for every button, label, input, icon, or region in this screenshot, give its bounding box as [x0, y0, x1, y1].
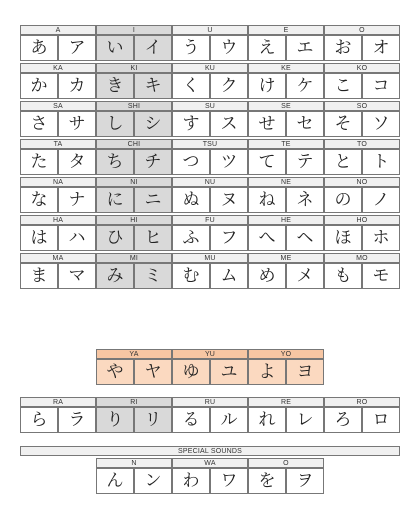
syllable-header-row0-3: E: [248, 25, 324, 35]
katakana-cell-row1-3: ケ: [286, 73, 324, 99]
hiragana-cell-row4-4: の: [324, 187, 362, 213]
katakana-cell-row6-1: ミ: [134, 263, 172, 289]
syllable-header-row4-2: NU: [172, 177, 248, 187]
syllable-header-row4-4: NO: [324, 177, 400, 187]
hiragana-cell-row2-0: さ: [20, 111, 58, 137]
syllable-header-row0-2: U: [172, 25, 248, 35]
syllable-header-special-0: N: [96, 458, 172, 468]
syllable-header-row3-4: TO: [324, 139, 400, 149]
syllable-header-row2-3: SE: [248, 101, 324, 111]
hiragana-cell-row0-1: い: [96, 35, 134, 61]
hiragana-cell-row3-1: ち: [96, 149, 134, 175]
syllable-header-r-4: RO: [324, 397, 400, 407]
hiragana-cell-row3-2: つ: [172, 149, 210, 175]
katakana-cell-row6-3: メ: [286, 263, 324, 289]
hiragana-cell-row1-4: こ: [324, 73, 362, 99]
syllable-header-row3-1: CHI: [96, 139, 172, 149]
katakana-cell-row3-0: タ: [58, 149, 96, 175]
syllable-header-r-3: RE: [248, 397, 324, 407]
katakana-cell-y-1: ユ: [210, 359, 248, 385]
hiragana-cell-row6-0: ま: [20, 263, 58, 289]
hiragana-cell-row2-2: す: [172, 111, 210, 137]
katakana-cell-row2-1: シ: [134, 111, 172, 137]
syllable-header-row1-3: KE: [248, 63, 324, 73]
hiragana-cell-r-3: れ: [248, 407, 286, 433]
hiragana-cell-row5-3: へ: [248, 225, 286, 251]
katakana-cell-r-4: ロ: [362, 407, 400, 433]
syllable-header-row6-3: ME: [248, 253, 324, 263]
hiragana-cell-row4-0: な: [20, 187, 58, 213]
syllable-header-row3-0: TA: [20, 139, 96, 149]
syllable-header-row1-1: KI: [96, 63, 172, 73]
hiragana-cell-row3-0: た: [20, 149, 58, 175]
syllable-header-row4-1: NI: [96, 177, 172, 187]
syllable-header-special-1: WA: [172, 458, 248, 468]
hiragana-cell-y-0: や: [96, 359, 134, 385]
hiragana-cell-row0-4: お: [324, 35, 362, 61]
syllable-header-row2-1: SHI: [96, 101, 172, 111]
katakana-cell-row0-1: イ: [134, 35, 172, 61]
hiragana-cell-row0-0: あ: [20, 35, 58, 61]
hiragana-cell-y-2: よ: [248, 359, 286, 385]
katakana-cell-row4-0: ナ: [58, 187, 96, 213]
syllable-header-row3-2: TSU: [172, 139, 248, 149]
hiragana-cell-special-2: を: [248, 468, 286, 494]
syllable-header-row1-4: KO: [324, 63, 400, 73]
syllable-header-r-2: RU: [172, 397, 248, 407]
katakana-cell-row5-1: ヒ: [134, 225, 172, 251]
hiragana-cell-row2-1: し: [96, 111, 134, 137]
katakana-cell-row4-4: ノ: [362, 187, 400, 213]
katakana-cell-row2-4: ソ: [362, 111, 400, 137]
hiragana-cell-row6-1: み: [96, 263, 134, 289]
hiragana-cell-row5-1: ひ: [96, 225, 134, 251]
hiragana-cell-row1-1: き: [96, 73, 134, 99]
katakana-cell-row3-4: ト: [362, 149, 400, 175]
hiragana-cell-row6-3: め: [248, 263, 286, 289]
hiragana-cell-y-1: ゆ: [172, 359, 210, 385]
katakana-cell-y-2: ヨ: [286, 359, 324, 385]
syllable-header-row0-1: I: [96, 25, 172, 35]
hiragana-cell-row5-4: ほ: [324, 225, 362, 251]
special-sounds-title: SPECIAL SOUNDS: [20, 446, 400, 456]
katakana-cell-special-2: ヲ: [286, 468, 324, 494]
katakana-cell-row4-2: ヌ: [210, 187, 248, 213]
katakana-cell-row4-3: ネ: [286, 187, 324, 213]
syllable-header-row4-0: NA: [20, 177, 96, 187]
syllable-header-row2-4: SO: [324, 101, 400, 111]
katakana-cell-row1-1: キ: [134, 73, 172, 99]
katakana-cell-row2-3: セ: [286, 111, 324, 137]
katakana-cell-row3-2: ツ: [210, 149, 248, 175]
katakana-cell-row1-2: ク: [210, 73, 248, 99]
hiragana-cell-row0-3: え: [248, 35, 286, 61]
hiragana-cell-row1-2: く: [172, 73, 210, 99]
katakana-cell-row5-0: ハ: [58, 225, 96, 251]
syllable-header-row5-2: FU: [172, 215, 248, 225]
hiragana-cell-row0-2: う: [172, 35, 210, 61]
hiragana-cell-row5-0: は: [20, 225, 58, 251]
katakana-cell-r-3: レ: [286, 407, 324, 433]
syllable-header-row1-0: KA: [20, 63, 96, 73]
katakana-cell-row0-3: エ: [286, 35, 324, 61]
katakana-cell-row5-2: フ: [210, 225, 248, 251]
katakana-cell-special-0: ン: [134, 468, 172, 494]
syllable-header-row6-0: MA: [20, 253, 96, 263]
syllable-header-row6-4: MO: [324, 253, 400, 263]
hiragana-cell-r-4: ろ: [324, 407, 362, 433]
syllable-header-row4-3: NE: [248, 177, 324, 187]
hiragana-cell-row6-4: も: [324, 263, 362, 289]
katakana-cell-row1-4: コ: [362, 73, 400, 99]
katakana-cell-row1-0: カ: [58, 73, 96, 99]
katakana-cell-row0-4: オ: [362, 35, 400, 61]
katakana-cell-row2-2: ス: [210, 111, 248, 137]
syllable-header-row6-1: MI: [96, 253, 172, 263]
katakana-cell-special-1: ワ: [210, 468, 248, 494]
katakana-cell-row0-2: ウ: [210, 35, 248, 61]
katakana-cell-row5-3: ヘ: [286, 225, 324, 251]
syllable-header-y-0: YA: [96, 349, 172, 359]
hiragana-cell-row1-3: け: [248, 73, 286, 99]
katakana-cell-r-0: ラ: [58, 407, 96, 433]
syllable-header-row3-3: TE: [248, 139, 324, 149]
syllable-header-r-1: RI: [96, 397, 172, 407]
katakana-cell-row6-2: ム: [210, 263, 248, 289]
hiragana-cell-r-2: る: [172, 407, 210, 433]
katakana-cell-row0-0: ア: [58, 35, 96, 61]
katakana-cell-row6-0: マ: [58, 263, 96, 289]
katakana-cell-row2-0: サ: [58, 111, 96, 137]
katakana-cell-row4-1: ニ: [134, 187, 172, 213]
syllable-header-row5-3: HE: [248, 215, 324, 225]
hiragana-cell-r-1: り: [96, 407, 134, 433]
hiragana-cell-row4-1: に: [96, 187, 134, 213]
hiragana-cell-row2-3: せ: [248, 111, 286, 137]
hiragana-cell-row5-2: ふ: [172, 225, 210, 251]
syllable-header-r-0: RA: [20, 397, 96, 407]
katakana-cell-r-2: ル: [210, 407, 248, 433]
syllable-header-row6-2: MU: [172, 253, 248, 263]
hiragana-cell-row1-0: か: [20, 73, 58, 99]
katakana-cell-y-0: ヤ: [134, 359, 172, 385]
hiragana-cell-row4-2: ぬ: [172, 187, 210, 213]
syllable-header-row1-2: KU: [172, 63, 248, 73]
hiragana-cell-row4-3: ね: [248, 187, 286, 213]
syllable-header-row5-0: HA: [20, 215, 96, 225]
katakana-cell-row6-4: モ: [362, 263, 400, 289]
syllable-header-row2-2: SU: [172, 101, 248, 111]
hiragana-cell-row2-4: そ: [324, 111, 362, 137]
hiragana-cell-row3-4: と: [324, 149, 362, 175]
katakana-cell-row5-4: ホ: [362, 225, 400, 251]
hiragana-cell-r-0: ら: [20, 407, 58, 433]
syllable-header-y-1: YU: [172, 349, 248, 359]
katakana-cell-row3-3: テ: [286, 149, 324, 175]
syllable-header-row0-4: O: [324, 25, 400, 35]
hiragana-cell-row3-3: て: [248, 149, 286, 175]
katakana-cell-row3-1: チ: [134, 149, 172, 175]
syllable-header-y-2: YO: [248, 349, 324, 359]
katakana-cell-r-1: リ: [134, 407, 172, 433]
hiragana-cell-special-0: ん: [96, 468, 134, 494]
syllable-header-row2-0: SA: [20, 101, 96, 111]
syllable-header-row5-1: HI: [96, 215, 172, 225]
syllable-header-row5-4: HO: [324, 215, 400, 225]
syllable-header-row0-0: A: [20, 25, 96, 35]
syllable-header-special-2: O: [248, 458, 324, 468]
hiragana-cell-special-1: わ: [172, 468, 210, 494]
hiragana-cell-row6-2: む: [172, 263, 210, 289]
